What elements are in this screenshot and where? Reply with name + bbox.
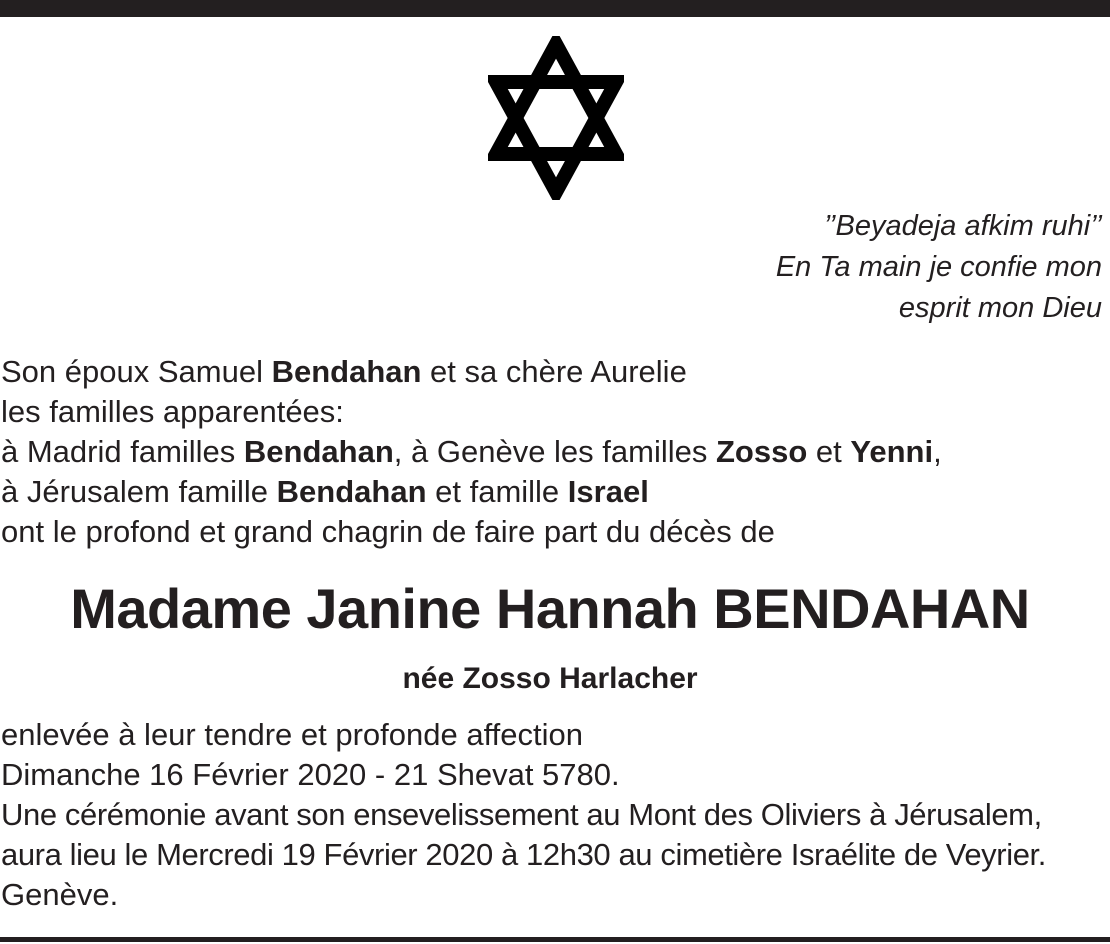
top-border-rule: [0, 0, 1110, 17]
bottom-border-rule: [0, 937, 1110, 942]
epigraph-quote: [582, 206, 1102, 329]
quote-line: ’’Beyadeja afkim ruhi’’: [823, 210, 1102, 242]
family-name: Bendahan: [276, 474, 427, 509]
text-span: et: [807, 434, 851, 469]
text-span: à Madrid familles: [1, 434, 244, 469]
announcement-line: [1, 352, 1107, 392]
announcement-line: ont le profond et grand chagrin de faire part du décès de: [1, 514, 775, 549]
ceremony-details: [1, 715, 1107, 915]
details-line: aura lieu le Mercredi 19 Février 2020 à 12h30 au cimetière Israélite de Veyrier.: [1, 837, 1046, 872]
family-name: Zosso: [715, 434, 808, 469]
deceased-name: Madame Janine Hannah BENDAHAN: [70, 577, 1030, 640]
text-span: et sa chère Aurelie: [421, 354, 687, 389]
family-name: Bendahan: [243, 434, 394, 469]
details-line: enlevée à leur tendre et profonde affection: [1, 717, 583, 752]
announcement-line: [1, 432, 1107, 472]
star-of-david-icon: [488, 36, 624, 200]
announcement-line: les familles apparentées:: [1, 394, 344, 429]
quote-line: esprit mon Dieu: [898, 292, 1102, 324]
family-name: Bendahan: [271, 354, 422, 389]
text-span: , à Genève les familles: [393, 434, 716, 469]
details-line: Dimanche 16 Février 2020 - 21 Shevat 5780.: [1, 757, 620, 792]
family-announcement: [1, 352, 1107, 552]
maiden-name: née Zosso Harlacher: [402, 662, 698, 695]
family-name: Yenni: [850, 434, 934, 469]
details-line: Genève.: [1, 877, 119, 912]
details-line: Une cérémonie avant son ensevelissement au Mont des Oliviers à Jérusalem,: [1, 797, 1042, 832]
text-span: et famille: [426, 474, 568, 509]
family-name: Israel: [567, 474, 649, 509]
announcement-line: [1, 472, 1107, 512]
text-span: à Jérusalem famille: [1, 474, 277, 509]
quote-line: En Ta main je confie mon: [775, 251, 1102, 283]
text-span: Son époux Samuel: [1, 354, 272, 389]
text-span: ,: [933, 434, 942, 469]
